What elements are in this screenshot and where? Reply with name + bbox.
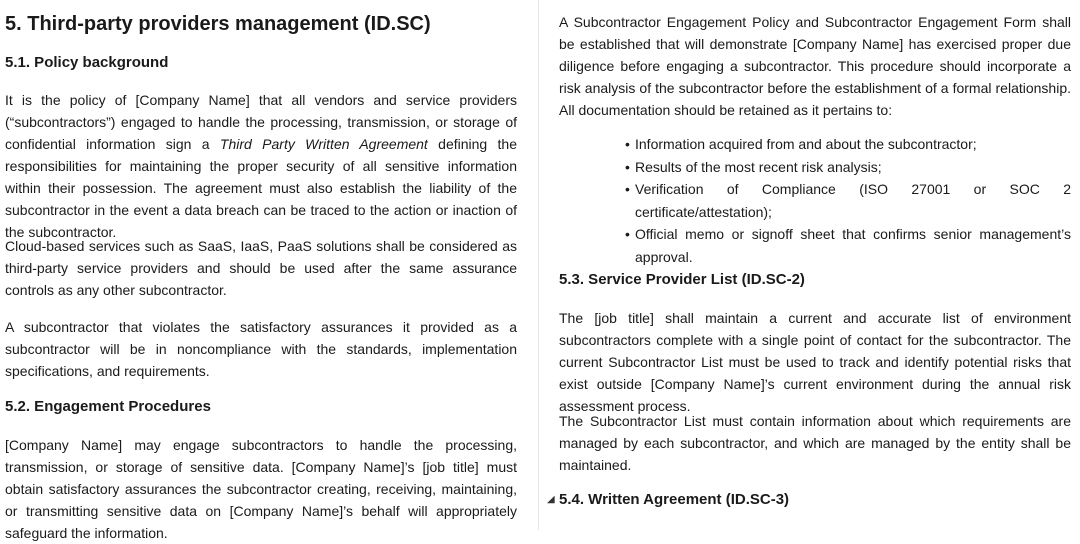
bullet-glyph: • xyxy=(625,226,630,242)
list-item-text: Verification of Compliance (ISO 27001 or SOC 2 certificate/attestation); xyxy=(635,181,1071,220)
list-item xyxy=(625,178,1071,223)
documentation-list xyxy=(625,133,1071,268)
heading-written-agreement xyxy=(547,489,790,511)
heading-service-provider-list: 5.3. Service Provider List (ID.SC-2) xyxy=(559,271,805,288)
section-title: 5. Third-party providers management (ID.SC) xyxy=(5,13,431,35)
list-item xyxy=(625,156,1071,179)
paragraph-engagement: [Company Name] may engage subcontractors to handle the processing, transmission, or storage of sensitive data. [Company Name]’s [job title] must obtain satisfactory assurances the subcontractor creating, receiving, maintaining, or transmitting sensitive data on [Company Name]’s behalf will appropriately safeguard the information. xyxy=(5,437,517,541)
list-item-text: Official memo or signoff sheet that confirms senior management’s approval. xyxy=(635,226,1071,265)
list-item xyxy=(625,223,1071,268)
bullet-glyph: • xyxy=(625,158,630,175)
heading-engagement-procedures: 5.2. Engagement Procedures xyxy=(5,398,211,415)
heading-written-agreement-text: 5.4. Written Agreement (ID.SC-3) xyxy=(559,491,790,508)
paragraph-policy-1-end: defining the responsibilities for maintaining the proper security of all sensitive information within their possession. The agreement must also establish the liability of the subcontractor in the event a data breach can be traced to the action or inaction of the subcontractor. xyxy=(5,136,518,240)
third-party-agreement-term: Third Party Written Agreement xyxy=(219,136,428,152)
paragraph-policy-1-start: It is the policy of [Company Name] that all vendors and service providers (“subcontractors”) engaged to handle the processing, transmission, or storage of confidential information sign a xyxy=(5,92,517,152)
column-divider xyxy=(538,0,539,530)
paragraph-engagement-policy: A Subcontractor Engagement Policy and Subcontractor Engagement Form shall be established that will demonstrate [Company Name] has exercised proper due diligence before engaging a subcontractor. This procedure should incorporate a risk analysis of the subcontractor before the establishment of a formal relationship. All documentation should be retained as it pertains to: xyxy=(559,14,1071,118)
list-item xyxy=(625,133,1071,156)
bullet-glyph: • xyxy=(625,136,630,152)
heading-policy-background: 5.1. Policy background xyxy=(5,54,169,71)
list-item-text: Information acquired from and about the subcontractor; xyxy=(635,136,977,152)
paragraph-policy-3: A subcontractor that violates the satisfactory assurances it provided as a subcontractor will be in noncompliance with the standards, implementation specifications, and requirements. xyxy=(5,319,517,379)
collapse-caret-icon[interactable]: ◢ xyxy=(547,494,555,505)
list-item-text: Results of the most recent risk analysis; xyxy=(635,158,882,175)
paragraph-service-provider-2: The Subcontractor List must contain information about which requirements are managed by each subcontractor, and which are managed by the entity shall be maintained. xyxy=(559,413,1071,473)
bullet-glyph: • xyxy=(625,181,630,197)
paragraph-policy-2: Cloud-based services such as SaaS, IaaS, PaaS solutions shall be considered as third-party service providers and should be used after the same assurance controls as any other subcontractor. xyxy=(5,238,517,298)
paragraph-service-provider-1: The [job title] shall maintain a current and accurate list of environment subcontractors complete with a single point of contact for the subcontractor. The current Subcontractor List must be used to track and identify potential risks that exist outside [Company Name]’s current environment during the annual risk assessment process. xyxy=(559,310,1071,414)
paragraph-policy-1 xyxy=(5,89,517,243)
